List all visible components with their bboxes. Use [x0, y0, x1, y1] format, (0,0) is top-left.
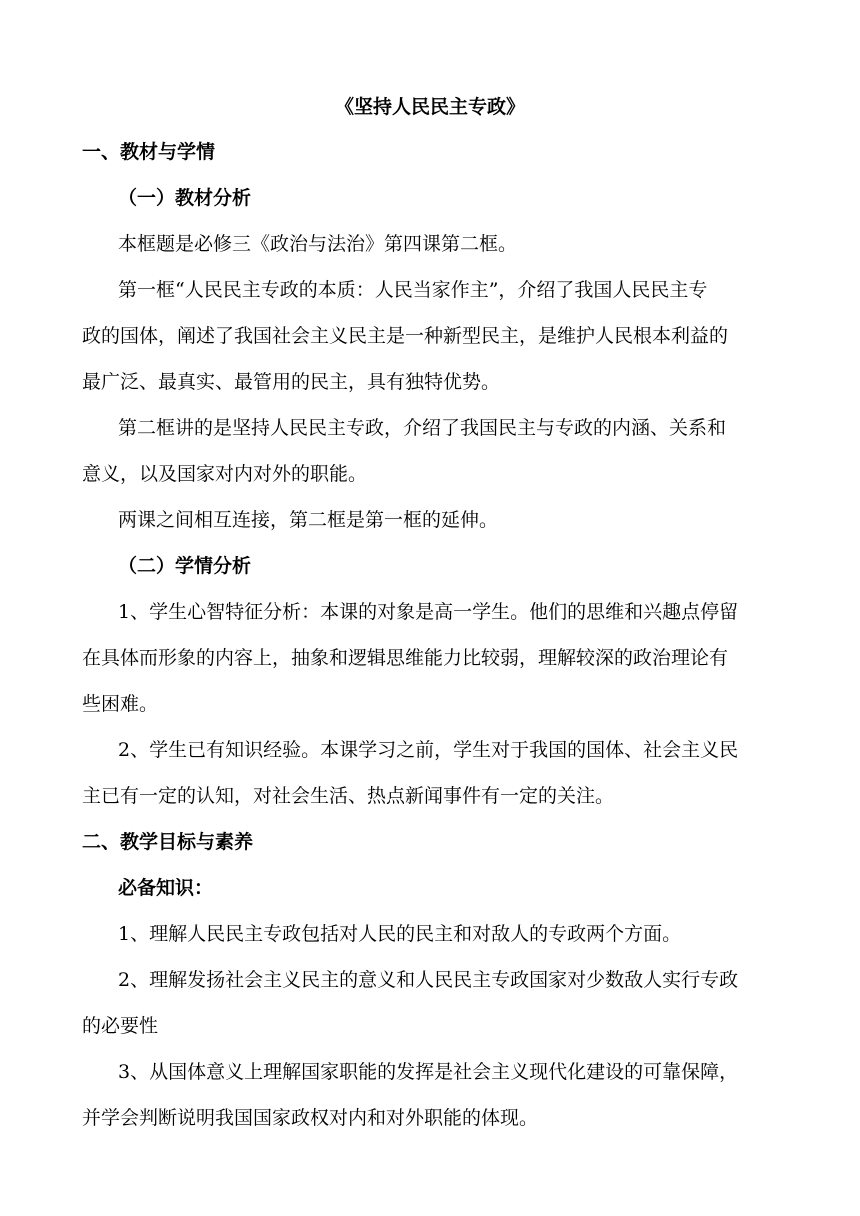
paragraph-line: 本框题是必修三《政治与法治》第四课第二框。 — [118, 233, 518, 255]
paragraph-line: 意义，以及国家对内对外的职能。 — [82, 463, 368, 485]
paragraph-line: 两课之间相互连接，第二框是第一框的延伸。 — [118, 509, 499, 531]
section-heading-2: 二、教学目标与素养 — [82, 831, 254, 853]
paragraph-line: 最广泛、最真实、最管用的民主，具有独特优势。 — [82, 371, 501, 393]
paragraph-line: 主已有一定的认知，对社会生活、热点新闻事件有一定的关注。 — [82, 785, 615, 807]
paragraph-line: 并学会判断说明我国国家政权对内和对外职能的体现。 — [82, 1107, 539, 1129]
paragraph-line: 1、学生心智特征分析：本课的对象是高一学生。他们的思维和兴趣点停留 — [118, 601, 739, 623]
paragraph-line: 些困难。 — [82, 693, 159, 715]
subheading-required-knowledge: 必备知识： — [118, 877, 214, 899]
subsection-heading-2: （二）学情分析 — [118, 555, 252, 577]
paragraph-line: 第二框讲的是坚持人民民主专政，介绍了我国民主与专政的内涵、关系和 — [118, 417, 727, 439]
subsection-heading-1: （一）教材分析 — [118, 187, 252, 209]
paragraph-line: 1、理解人民民主专政包括对人民的民主和对敌人的专政两个方面。 — [118, 923, 682, 945]
paragraph-line: 3、从国体意义上理解国家职能的发挥是社会主义现代化建设的可靠保障， — [118, 1061, 739, 1083]
paragraph-line: 在具体而形象的内容上，抽象和逻辑思维能力比较弱，理解较深的政治理论有 — [82, 647, 729, 669]
document-title: 《坚持人民民主专政》 — [334, 96, 525, 118]
paragraph-line: 第一框“人民民主专政的本质：人民当家作主”，介绍了我国人民民主专 — [118, 279, 708, 301]
paragraph-line: 2、学生已有知识经验。本课学习之前，学生对于我国的国体、社会主义民 — [118, 739, 739, 761]
paragraph-line: 的必要性 — [82, 1015, 159, 1037]
section-heading-1: 一、教材与学情 — [82, 141, 216, 163]
paragraph-line: 2、理解发扬社会主义民主的意义和人民民主专政国家对少数敌人实行专政 — [118, 969, 739, 991]
paragraph-line: 政的国体，阐述了我国社会主义民主是一种新型民主，是维护人民根本利益的 — [82, 325, 729, 347]
